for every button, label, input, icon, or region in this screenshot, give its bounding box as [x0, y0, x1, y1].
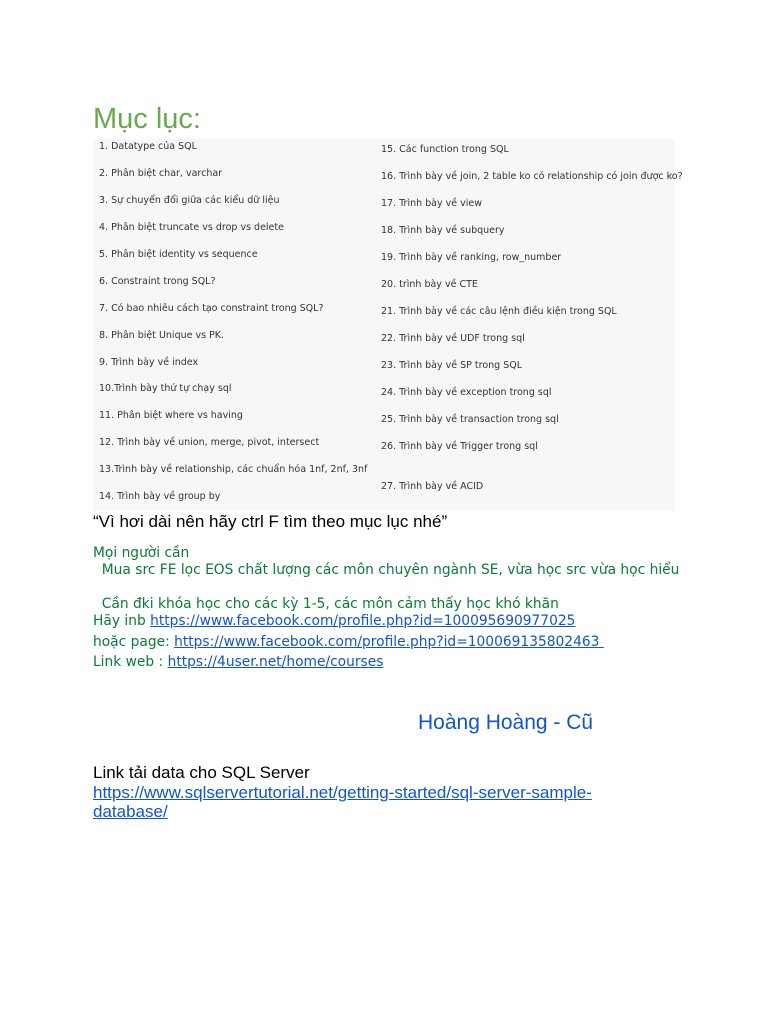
inbox-label: Hãy inb: [93, 613, 151, 629]
author-name: Hoàng Hoàng - Cũ: [418, 711, 594, 734]
search-hint-quote: “Vì hơi dài nên hãy ctrl F tìm theo mục lục nhé”: [93, 512, 448, 531]
promo-source-code: Mua src FE lọc EOS chất lượng các môn chuyên ngành SE, vừa học src vừa học hiểu: [93, 562, 680, 578]
toc-item: 8. Phân biệt Unique vs PK.: [99, 330, 225, 341]
inbox-line: [93, 613, 575, 630]
toc-item: 9. Trình bày về index: [99, 357, 199, 368]
toc-item: 4. Phân biệt truncate vs drop vs delete: [99, 222, 284, 233]
website-link[interactable]: https://4user.net/home/courses: [167, 654, 384, 670]
toc-item: 10.Trình bày thứ tự chạy sql: [99, 383, 232, 394]
page-label: hoặc page:: [93, 634, 175, 650]
toc-item: 26. Trình bày về Trigger trong sql: [381, 441, 538, 452]
page-line: [93, 634, 604, 651]
toc-item: 16. Trình bày về join, 2 table ko có relationship có join được ko?: [381, 171, 683, 182]
toc-item: 18. Trình bày về subquery: [381, 225, 505, 236]
toc-item: 14. Trình bày về group by: [99, 491, 221, 502]
toc-item: 21. Trình bày về các câu lệnh điều kiện trong SQL: [381, 306, 617, 317]
facebook-profile-link[interactable]: https://www.facebook.com/profile.php?id=100095690977025: [150, 613, 576, 629]
toc-item: 2. Phân biệt char, varchar: [99, 168, 223, 179]
toc-item: 23. Trình bày về SP trong SQL: [381, 360, 523, 371]
table-of-contents-image: [93, 139, 683, 511]
toc-item: 20. trình bày về CTE: [381, 279, 478, 290]
toc-item: 12. Trình bày về union, merge, pivot, intersect: [99, 437, 320, 448]
toc-item: 19. Trình bày về ranking, row_number: [381, 252, 562, 263]
sql-sample-database-link[interactable]: https://www.sqlservertutorial.net/getting-started/sql-server-sample-database/: [93, 783, 592, 821]
toc-item: 17. Trình bày về view: [381, 198, 482, 209]
toc-item: 24. Trình bày về exception trong sql: [381, 387, 552, 398]
toc-item: 7. Có bao nhiêu cách tạo constraint trong SQL?: [99, 303, 324, 314]
toc-item: 27. Trình bày về ACID: [381, 481, 484, 492]
toc-item: 3. Sự chuyển đổi giữa các kiểu dữ liệu: [99, 195, 280, 206]
promo-intro: Mọi người cần: [93, 545, 190, 561]
web-line: [93, 654, 383, 671]
toc-item: 6. Constraint trong SQL?: [99, 276, 216, 287]
toc-item: 1. Datatype của SQL: [99, 141, 197, 152]
web-label: Link web :: [93, 654, 168, 670]
promo-course: Cần đki khóa học cho các kỳ 1-5, các môn cảm thấy học khó khăn: [93, 596, 559, 612]
toc-item: 15. Các function trong SQL: [381, 144, 509, 155]
page-title: Mục lục:: [93, 103, 201, 135]
toc-item: 25. Trình bày về transaction trong sql: [381, 414, 559, 425]
toc-item: 5. Phân biệt identity vs sequence: [99, 249, 258, 260]
toc-item: 22. Trình bày về UDF trong sql: [381, 333, 525, 344]
toc-item: 13.Trình bày về relationship, các chuẩn hóa 1nf, 2nf, 3nf: [99, 464, 368, 475]
facebook-page-link[interactable]: https://www.facebook.com/profile.php?id=100069135802463: [174, 634, 604, 650]
toc-item: 11. Phân biệt where vs having: [99, 410, 243, 421]
sql-data-label: Link tải data cho SQL Server: [93, 763, 310, 782]
